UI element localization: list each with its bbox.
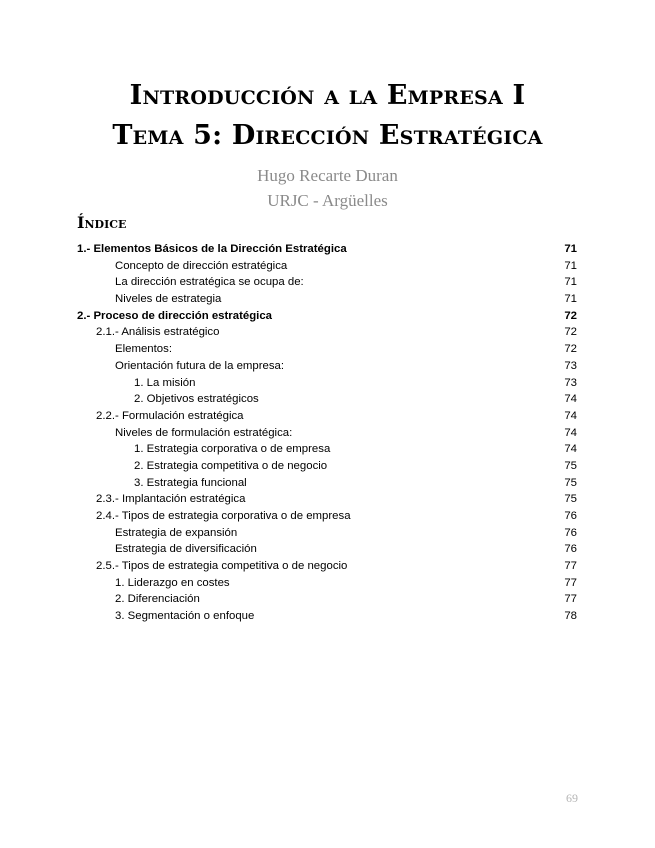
toc-entry-label: Estrategia de diversificación bbox=[115, 543, 257, 556]
toc-entry-label: 2.5.- Tipos de estrategia competitiva o de negocio bbox=[96, 560, 348, 573]
toc-entry-label: 1. La misión bbox=[134, 376, 196, 389]
toc-entry-label: Concepto de dirección estratégica bbox=[115, 259, 288, 272]
toc-entry[interactable] bbox=[0, 391, 655, 408]
toc-entry-page: 72 bbox=[564, 343, 577, 356]
toc-entry-label: 2. Diferenciación bbox=[115, 593, 200, 606]
toc-entry-page: 76 bbox=[564, 526, 577, 539]
toc-entry-page: 71 bbox=[564, 259, 577, 272]
toc-entry[interactable] bbox=[0, 541, 655, 558]
toc-entry-label: Orientación futura de la empresa: bbox=[115, 359, 285, 372]
toc-entry-page: 71 bbox=[564, 293, 577, 306]
toc-entry-label: 2.2.- Formulación estratégica bbox=[96, 409, 244, 422]
toc-entry-label: Estrategia de expansión bbox=[115, 526, 238, 539]
toc-entry-label: La dirección estratégica se ocupa de: bbox=[115, 276, 304, 289]
toc-entry[interactable] bbox=[0, 458, 655, 475]
table-of-contents bbox=[0, 241, 655, 625]
toc-entry-label: 2. Objetivos estratégicos bbox=[134, 393, 259, 406]
toc-entry[interactable] bbox=[0, 608, 655, 625]
toc-entry-label: Niveles de formulación estratégica: bbox=[115, 426, 293, 439]
toc-entry-page: 77 bbox=[564, 560, 577, 573]
toc-entry[interactable] bbox=[0, 258, 655, 275]
toc-entry-label: 2.4.- Tipos de estrategia corporativa o de empresa bbox=[96, 510, 351, 522]
toc-entry-label: 2. Estrategia competitiva o de negocio bbox=[134, 459, 328, 472]
toc-entry[interactable] bbox=[0, 291, 655, 308]
toc-entry-label: 2.1.- Análisis estratégico bbox=[96, 326, 220, 339]
page-number: 69 bbox=[566, 791, 578, 805]
toc-entry-page: 75 bbox=[564, 493, 577, 506]
toc-entry-page: 73 bbox=[564, 359, 577, 372]
toc-entry-page: 77 bbox=[564, 576, 577, 589]
toc-entry-label: 1. Estrategia corporativa o de empresa bbox=[134, 443, 331, 456]
toc-entry-label: 1. Liderazgo en costes bbox=[115, 576, 230, 589]
toc-entry[interactable] bbox=[0, 558, 655, 575]
author-name: Hugo Recarte Duran bbox=[257, 166, 398, 185]
toc-entry-label: 2.- Proceso de dirección estratégica bbox=[77, 309, 272, 322]
toc-entry-label: 3. Estrategia funcional bbox=[134, 476, 247, 489]
toc-entry-page: 76 bbox=[564, 510, 577, 522]
toc-entry[interactable] bbox=[0, 358, 655, 375]
toc-entry-page: 75 bbox=[564, 459, 577, 472]
toc-entry[interactable] bbox=[0, 408, 655, 425]
toc-entry-page: 72 bbox=[564, 309, 577, 322]
document-title-line-2: Tema 5: Dirección Estratégica bbox=[112, 120, 543, 151]
toc-entry[interactable] bbox=[0, 425, 655, 442]
toc-entry-page: 75 bbox=[564, 476, 577, 489]
toc-entry-page: 72 bbox=[564, 326, 577, 339]
toc-entry-page: 74 bbox=[564, 426, 577, 439]
toc-entry-label: 3. Segmentación o enfoque bbox=[115, 610, 255, 623]
toc-entry[interactable] bbox=[0, 341, 655, 358]
toc-entry[interactable] bbox=[0, 308, 655, 325]
toc-entry-page: 76 bbox=[564, 543, 577, 556]
toc-entry-page: 78 bbox=[564, 610, 577, 623]
toc-entry[interactable] bbox=[0, 441, 655, 458]
toc-entry[interactable] bbox=[0, 525, 655, 542]
toc-entry-page: 77 bbox=[564, 593, 577, 606]
toc-entry-page: 73 bbox=[564, 376, 577, 389]
toc-entry[interactable] bbox=[0, 324, 655, 341]
document-title-line-1: Introducción a la Empresa I bbox=[129, 80, 526, 111]
toc-entry[interactable] bbox=[0, 575, 655, 592]
toc-entry-page: 71 bbox=[564, 276, 577, 289]
institution-name: URJC - Argüelles bbox=[267, 191, 388, 210]
toc-entry-page: 74 bbox=[564, 393, 577, 406]
toc-entry[interactable] bbox=[0, 475, 655, 492]
toc-entry-page: 71 bbox=[564, 243, 577, 255]
toc-entry[interactable] bbox=[0, 274, 655, 291]
toc-entry[interactable] bbox=[0, 491, 655, 508]
toc-entry[interactable] bbox=[0, 241, 655, 258]
toc-entry-page: 74 bbox=[564, 443, 577, 456]
toc-entry-label: Niveles de estrategia bbox=[115, 293, 222, 306]
toc-entry-page: 74 bbox=[564, 409, 577, 422]
toc-entry-label: Elementos: bbox=[115, 343, 172, 356]
toc-heading: Índice bbox=[77, 213, 127, 232]
toc-entry[interactable] bbox=[0, 591, 655, 608]
toc-entry-label: 1.- Elementos Básicos de la Dirección Estratégica bbox=[77, 243, 347, 255]
toc-entry[interactable] bbox=[0, 508, 655, 525]
toc-entry[interactable] bbox=[0, 375, 655, 392]
toc-entry-label: 2.3.- Implantación estratégica bbox=[96, 493, 246, 506]
